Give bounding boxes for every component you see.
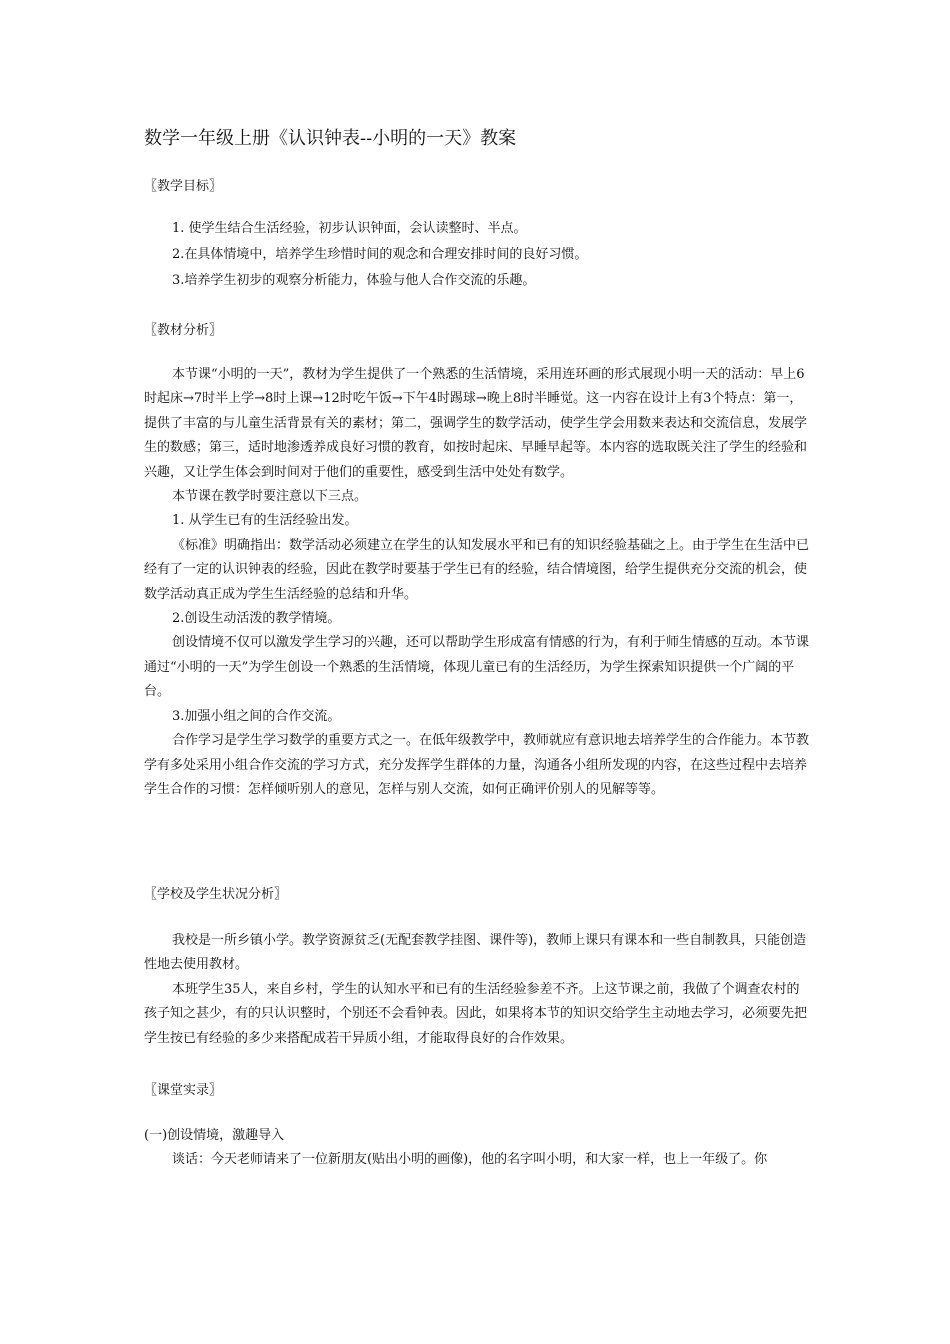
objectives-heading: 〖教学目标〗 xyxy=(144,179,223,194)
paragraph: 合作学习是学生学习数学的重要方式之一。在低年级教学中，教师就应有意识地去培养学生的合作能力。本节教学有多处采用小组合作交流的学习方式，充分发挥学生群体的力量，沟通各小组所发现的内容，在这些过程中去培养学生合作的习惯：怎样倾听别人的意见，怎样与别人交流，如何正确评价别人的见解等等。 xyxy=(144,733,810,797)
paragraph: 本班学生35人，来自乡村，学生的认知水平和已有的生活经验参差不齐。上这节课之前，我做了个调查农村的孩子知之甚少，有的只认识整时，个别还不会看钟表。因此，如果将本节的知识交给学生主动地去学习，必须要先把学生按已有经验的多少来搭配成若干异质小组，才能取得良好的合作效果。 xyxy=(144,981,808,1046)
analysis-body xyxy=(144,363,810,802)
objective-item: 2.在具体情境中，培养学生珍惜时间的观念和合理安排时间的良好习惯。 xyxy=(172,247,588,262)
school-body xyxy=(144,929,810,1051)
paragraph: 2.创设生动活泼的教学情境。 xyxy=(172,611,341,627)
classroom-body xyxy=(144,1124,810,1173)
paragraph: 《标准》明确指出：数学活动必须建立在学生的认知发展水平和已有的知识经验基础之上。由于学生在生活中已经有了一定的认识钟表的经验，因此在教学时要基于学生已有的经验，结合情境图，给学生提供充分交流的机会，使数学活动真正成为学生生活经验的总结和升华。 xyxy=(144,537,810,602)
document-title: 数学一年级上册《认识钟表--小明的一天》教案 xyxy=(144,128,517,149)
school-heading: 〖学校及学生状况分析〗 xyxy=(144,887,288,902)
paragraph: 我校是一所乡镇小学。教学资源贫乏(无配套教学挂图、课件等)，教师上课只有课本和一些自制教具，只能创造性地去使用教材。 xyxy=(144,933,807,973)
paragraph: 1. 从学生已有的生活经验出发。 xyxy=(172,513,358,529)
paragraph: 创设情境不仅可以激发学生学习的兴趣，还可以帮助学生形成富有情感的行为，有利于师生情感的互动。本节课通过“小明的一天”为学生创设一个熟悉的生活情境，体现儿童已有的生活经历，为学生探索知识提供一个广阔的平台。 xyxy=(144,635,810,700)
paragraph: 谈话：今天老师请来了一位新朋友(贴出小明的画像)，他的名字叫小明，和大家一样，也上一年级了。你 xyxy=(172,1152,768,1168)
objective-item: 1. 使学生结合生活经验，初步认识钟面，会认读整时、半点。 xyxy=(172,221,527,236)
subheading: (一)创设情境，激趣导入 xyxy=(144,1128,285,1143)
classroom-heading: 〖课堂实录〗 xyxy=(144,1083,223,1098)
paragraph: 3.加强小组之间的合作交流。 xyxy=(172,708,341,724)
paragraph: 本节课在教学时要注意以下三点。 xyxy=(172,489,368,505)
analysis-heading: 〖教材分析〗 xyxy=(144,323,223,338)
objective-item: 3.培养学生初步的观察分析能力，体验与他人合作交流的乐趣。 xyxy=(172,273,536,288)
paragraph: 本节课“小明的一天”，教材为学生提供了一个熟悉的生活情境，采用连环画的形式展现小明一天的活动：早上6时起床→7时半上学→8时上课→12时吃午饭→下午4时踢球→晚上8时半睡觉。这一内容在设计上有3个特点：第一，提供了丰富的与儿童生活背景有关的素材；第二，强调学生的数学活动，使学生学会用数来表达和交流信息，发展学生的数感；第三，适时地渗透养成良好习惯的教育，如按时起床、早睡早起等。本内容的选取既关注了学生的经验和兴趣，又让学生体会到时间对于他们的重要性，感受到生活中处处有数学。 xyxy=(144,367,808,480)
